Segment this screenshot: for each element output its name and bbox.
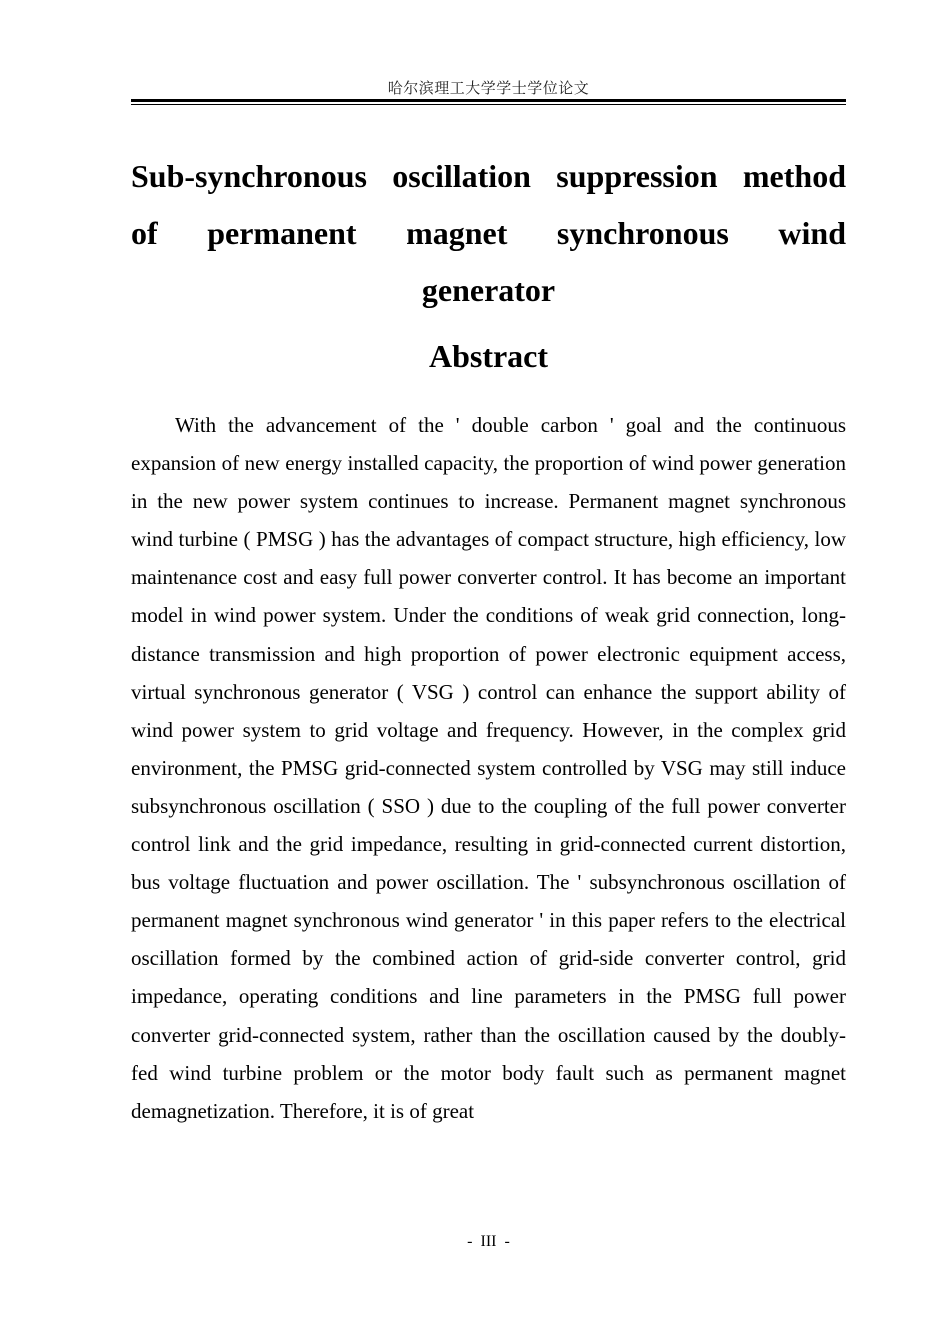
- abstract-body: With the advancement of the ' double carbon ' goal and the continuous expansion of new energy installed capacity, the proportion of wind power generation in the new power system continues to increase. Permanent magnet synchronous wind turbine ( PMSG ) has the advantages of compact structure, high efficiency, low maintenance cost and easy full power converter control. It has become an important model in wind power system. Under the conditions of weak grid connection, long-distance transmission and high proportion of power electronic equipment access, virtual synchronous generator ( VSG ) control can enhance the support ability of wind power system to grid voltage and frequency. However, in the complex grid environment, the PMSG grid-connected system controlled by VSG may still induce subsynchronous oscillation ( SSO ) due to the coupling of the full power converter control link and the grid impedance, resulting in grid-connected current distortion, bus voltage fluctuation and power oscillation. The ' subsynchronous oscillation of permanent magnet synchronous wind generator ' in this paper refers to the electrical oscillation formed by the combined action of grid-side converter control, grid impedance, operating conditions and line parameters in the PMSG full power converter grid-connected system, rather than the oscillation caused by the doubly-fed wind turbine problem or the motor body fault such as permanent magnet demagnetization. Therefore, it is of great: [131, 413, 846, 1123]
- header-rule-thin: [131, 104, 846, 105]
- running-header: 哈尔滨理工大学学士学位论文: [387, 79, 590, 97]
- thesis-title: Sub-synchronous oscillation suppression method of permanent magnet synchronous wind generator: [131, 158, 846, 308]
- abstract-heading: Abstract: [428, 338, 549, 374]
- header-rule-thick: [131, 99, 846, 102]
- page-number: - III -: [467, 1233, 510, 1250]
